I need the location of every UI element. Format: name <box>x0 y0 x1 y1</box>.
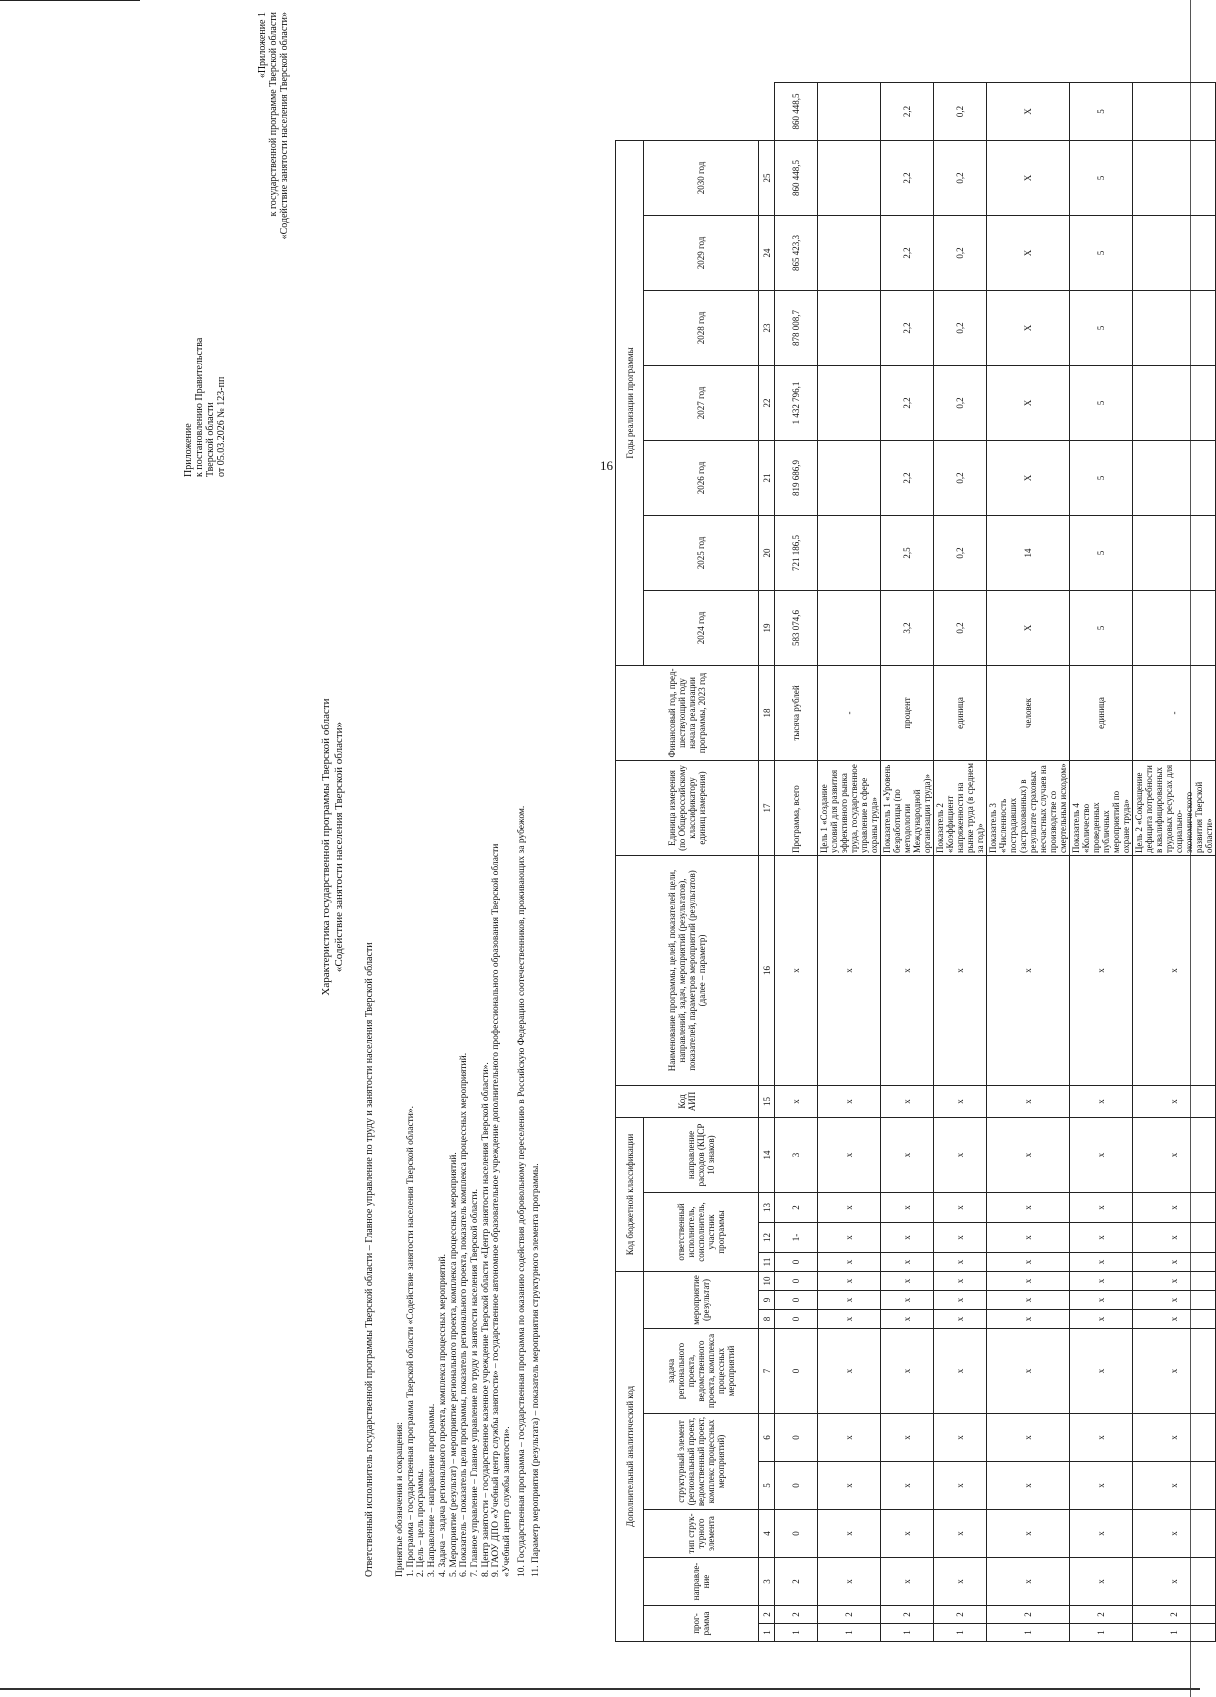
cell-code: х <box>1133 1223 1216 1253</box>
cell-year-value: 5 <box>1070 215 1133 290</box>
cell-fin-year-value: 0,2 <box>934 590 987 665</box>
cell-year-value: 0,2 <box>934 83 987 141</box>
column-number: 10 <box>759 1272 775 1291</box>
cell-year-value: 5 <box>1070 515 1133 590</box>
cell-code: х <box>934 1272 987 1291</box>
cell-code: х <box>1133 1272 1216 1291</box>
cell-program-code: 1 <box>818 1624 881 1642</box>
page-number: 16 <box>600 458 613 473</box>
cell-expense-direction: х <box>818 1085 881 1117</box>
cell-code: х <box>987 1462 1070 1510</box>
cell-code: х <box>818 1291 881 1310</box>
cell-code: х <box>881 1272 934 1291</box>
cell-year-value <box>818 215 881 290</box>
cell-year-value <box>818 83 881 141</box>
cell-code: х <box>987 1272 1070 1291</box>
table-row <box>881 83 934 1642</box>
table-row <box>818 83 881 1642</box>
cell-code: х <box>818 1193 881 1223</box>
header-task: задача регионального проекта, ведомственного проекта, комплекса процессных мероприятий <box>644 1329 759 1414</box>
column-number: 22 <box>759 365 775 440</box>
heading-line-2: «Содействие занятости населения Тверской области» <box>333 721 345 973</box>
table-row <box>987 83 1070 1642</box>
note-line: «Учебный центр службы занятости». <box>502 1426 513 1577</box>
cell-year-value: 5 <box>1070 290 1133 365</box>
cell-unit: единица <box>934 665 987 760</box>
column-number: 14 <box>759 1117 775 1192</box>
cell-program-code: 2 <box>1133 1606 1216 1624</box>
note-line: 1. Программа – государственная программа Тверской области «Содействие занятости населения Тверской области». <box>405 1105 416 1577</box>
cell-year-value: 721 186,5 <box>775 515 818 590</box>
cell-code: х <box>934 1510 987 1558</box>
header-program: прог-рамма <box>644 1606 759 1642</box>
cell-program-code: 2 <box>1070 1606 1133 1624</box>
header-year: 2025 год <box>644 515 759 590</box>
cell-year-value: 1 432 796,1 <box>775 365 818 440</box>
cell-code: х <box>881 1117 934 1192</box>
cell-year-value: Х <box>987 365 1070 440</box>
cell-year-value: Х <box>987 83 1070 141</box>
header-additional-code: Дополнительный аналитический код <box>616 1272 644 1642</box>
header-expense-direction: направление расходов (КЦСР 10 знаков) <box>644 1117 759 1192</box>
cell-program-code: 1 <box>1133 1624 1216 1642</box>
cell-year-value: 2,2 <box>881 365 934 440</box>
header-years-group: Годы реализации программы <box>616 140 644 665</box>
approval-line: к постановлению Правительства <box>194 337 205 477</box>
cell-code: х <box>818 1414 881 1462</box>
cell-code: х <box>1070 1558 1133 1606</box>
cell-program-code: 2 <box>775 1606 818 1624</box>
cell-code: х <box>987 1253 1070 1272</box>
cell-year-value <box>1133 83 1216 141</box>
approval-line: от 05.03.2026 № 123-пп <box>216 376 227 477</box>
cell-name: Показатель 1 «Уровень безработицы (по методологии Международной организации труда)» <box>881 760 934 855</box>
note-line: 11. Параметр мероприятия (результата) – показатель мероприятия структурного элемента программы. <box>531 1163 542 1577</box>
header-struct-type: тип струк-турного элемента <box>644 1510 759 1558</box>
cell-year-value <box>1133 290 1216 365</box>
cell-program-code: 1 <box>934 1624 987 1642</box>
appendix-block <box>257 12 290 312</box>
cell-code: х <box>1133 1193 1216 1223</box>
cell-code: х <box>987 1329 1070 1414</box>
cell-aip-code: х <box>934 855 987 1085</box>
cell-code: х <box>934 1414 987 1462</box>
cell-fin-year-value <box>1133 590 1216 665</box>
column-number: 19 <box>759 590 775 665</box>
column-number: 4 <box>759 1510 775 1558</box>
cell-code: х <box>987 1558 1070 1606</box>
column-number: 16 <box>759 855 775 1085</box>
cell-code: х <box>818 1117 881 1192</box>
cell-aip-code: х <box>1133 855 1216 1085</box>
cell-code: х <box>818 1223 881 1253</box>
header-year: 2029 год <box>644 215 759 290</box>
cell-year-value: 2,2 <box>881 215 934 290</box>
cell-code: 0 <box>775 1253 818 1272</box>
cell-code: 0 <box>775 1291 818 1310</box>
cell-year-value: 0,2 <box>934 515 987 590</box>
table-row <box>775 83 818 1642</box>
header-direction: направле-ние <box>644 1558 759 1606</box>
cell-program-code: 1 <box>881 1624 934 1642</box>
cell-year-value: 0,2 <box>934 440 987 515</box>
cell-code: х <box>1070 1272 1133 1291</box>
appendix-line: «Содействие занятости населения Тверской области» <box>279 12 290 240</box>
cell-code: х <box>881 1329 934 1414</box>
cell-code: х <box>934 1253 987 1272</box>
cell-code: х <box>1133 1117 1216 1192</box>
cell-year-value <box>1133 140 1216 215</box>
document-heading <box>320 597 346 1097</box>
cell-code: 0 <box>775 1272 818 1291</box>
cell-year-value: 5 <box>1070 140 1133 215</box>
table-body <box>775 83 1216 1642</box>
cell-code: х <box>987 1310 1070 1329</box>
cell-code: х <box>881 1462 934 1510</box>
note-line: 7. Главное управление – Главное управление по труду и занятости населения Тверской области. <box>469 1189 480 1577</box>
program-characteristics-table <box>615 82 1216 1642</box>
cell-code: х <box>1070 1223 1133 1253</box>
cell-year-value: 2,2 <box>881 83 934 141</box>
appendix-line: «Приложение 1 <box>257 12 268 79</box>
cell-code: х <box>1070 1117 1133 1192</box>
cell-code: х <box>934 1193 987 1223</box>
approval-line: Приложение <box>183 423 194 477</box>
cell-code: 0 <box>775 1310 818 1329</box>
column-number: 24 <box>759 215 775 290</box>
cell-unit: процент <box>881 665 934 760</box>
cell-code: 1- <box>775 1223 818 1253</box>
cell-code: х <box>987 1223 1070 1253</box>
header-fin-year: Финансовый год, пред-шествующий году начала реализации программы, 2023 год <box>616 665 759 760</box>
cell-expense-direction: х <box>987 1085 1070 1117</box>
cell-year-value: 2,2 <box>881 290 934 365</box>
cell-code: х <box>818 1272 881 1291</box>
header-event: мероприятие (результат) <box>644 1272 759 1329</box>
cell-code: х <box>987 1193 1070 1223</box>
cell-aip-code: х <box>881 855 934 1085</box>
cell-year-value: 5 <box>1070 83 1133 141</box>
cell-code: 0 <box>775 1510 818 1558</box>
header-budget-code: Код бюджетной классификации <box>616 1117 644 1271</box>
cell-name: Показатель 4 «Количество проведенных публичных мероприятий по охране труда» <box>1070 760 1133 855</box>
cell-code: х <box>1070 1253 1133 1272</box>
note-line: 10. Государственная программа – государственная программа по оказанию содействия добровольному переселению в Российскую Федерацию соотечественников, проживающих за рубежом. <box>516 805 527 1577</box>
cell-code: х <box>818 1462 881 1510</box>
cell-code: х <box>1133 1414 1216 1462</box>
column-number: 2 <box>759 1606 775 1624</box>
cell-code: 2 <box>775 1558 818 1606</box>
header-year: 2027 год <box>644 365 759 440</box>
cell-year-value: 0,2 <box>934 215 987 290</box>
cell-unit: тысяча рублей <box>775 665 818 760</box>
cell-code: х <box>987 1414 1070 1462</box>
cell-year-value: 0,2 <box>934 290 987 365</box>
column-number: 13 <box>759 1193 775 1223</box>
cell-code: х <box>881 1193 934 1223</box>
cell-code: 0 <box>775 1329 818 1414</box>
column-number: 20 <box>759 515 775 590</box>
cell-code: х <box>934 1117 987 1192</box>
cell-year-value: 860 448,5 <box>775 83 818 141</box>
cell-year-value: 0,2 <box>934 140 987 215</box>
cell-expense-direction: х <box>881 1085 934 1117</box>
cell-code: х <box>1133 1462 1216 1510</box>
cell-year-value <box>818 365 881 440</box>
cell-year-value: 5 <box>1070 440 1133 515</box>
responsible-executor: Ответственный исполнитель государственной программы Тверской области – Главное управление по труду и занятости населения Тверской области <box>364 942 375 1577</box>
approval-line: Тверской области <box>205 402 216 477</box>
cell-code: х <box>1070 1193 1133 1223</box>
cell-code: х <box>934 1329 987 1414</box>
note-line: 9. ГАОУ ДПО «Учебный центр службы занятости» – государственное автономное образовательное учреждение дополнительного профессионального образования Тверской области <box>491 843 502 1577</box>
cell-fin-year-value: 583 074,6 <box>775 590 818 665</box>
cell-year-value: 14 <box>987 515 1070 590</box>
cell-program-code: 1 <box>1070 1624 1133 1642</box>
column-number: 11 <box>759 1253 775 1272</box>
cell-code: х <box>1133 1310 1216 1329</box>
cell-year-value: Х <box>987 290 1070 365</box>
cell-code: х <box>881 1414 934 1462</box>
cell-year-value <box>1133 515 1216 590</box>
cell-code: х <box>881 1310 934 1329</box>
cell-program-code: 2 <box>934 1606 987 1624</box>
cell-year-value <box>1133 215 1216 290</box>
heading-line-1: Характеристика государственной программы Тверской области <box>320 698 332 996</box>
column-number-row <box>759 83 775 1642</box>
cell-code: х <box>1070 1462 1133 1510</box>
note-line: Принятые обозначения и сокращения: <box>395 1422 405 1577</box>
cell-code: х <box>881 1510 934 1558</box>
cell-name: Цель 2 «Сокращение дефицита потребности в квалифицированных трудовых ресурсах для социально-экономического развития Тверской области» <box>1133 760 1216 855</box>
cell-name: Показатель 3 «Численность пострадавших (застрахованных) в результате страховых несчастных случаев на производстве со смертельным исходом» <box>987 760 1070 855</box>
cell-year-value <box>818 440 881 515</box>
cell-name: Цель 1 «Создание условий для развития эффективного рынка труда, государственное управление в сфере охраны труда» <box>818 760 881 855</box>
cell-code: х <box>818 1253 881 1272</box>
cell-code: х <box>934 1462 987 1510</box>
cell-aip-code: х <box>987 855 1070 1085</box>
note-line: 8. Центр занятости – государственное казенное учреждение Тверской области «Центр занятости населения Тверской области». <box>480 1062 491 1577</box>
cell-year-value: 865 423,3 <box>775 215 818 290</box>
cell-unit: - <box>818 665 881 760</box>
header-struct-element: структурный элемент (региональный проект, ведомственный проект, комплекс процессных мероприятий) <box>644 1414 759 1510</box>
cell-code: х <box>934 1223 987 1253</box>
note-line: 4. Задача – задача регионального проекта, комплекса процессных мероприятий. <box>437 1254 448 1577</box>
cell-code: х <box>1133 1510 1216 1558</box>
cell-aip-code: х <box>818 855 881 1085</box>
table-row <box>1133 83 1216 1642</box>
cell-code: х <box>881 1253 934 1272</box>
column-number: 7 <box>759 1329 775 1414</box>
cell-year-value: 0,2 <box>934 365 987 440</box>
cell-code: х <box>1070 1510 1133 1558</box>
header-year: 2028 год <box>644 290 759 365</box>
column-number: 5 <box>759 1462 775 1510</box>
note-line: 6. Показатель – показатель цели программы, показатель регионального проекта, показатель комплекса процессных мероприятий. <box>459 1052 470 1577</box>
cell-expense-direction: х <box>1070 1085 1133 1117</box>
cell-code: х <box>818 1510 881 1558</box>
header-responsible: ответственный исполнитель, соисполнитель, участник программы <box>644 1193 759 1272</box>
cell-code: х <box>881 1223 934 1253</box>
table-row <box>1070 83 1133 1642</box>
column-number: 25 <box>759 140 775 215</box>
cell-year-value: 2,5 <box>881 515 934 590</box>
header-year: 2024 год <box>644 590 759 665</box>
column-number: 17 <box>759 760 775 855</box>
cell-year-value: 819 686,9 <box>775 440 818 515</box>
cell-code: х <box>1133 1253 1216 1272</box>
cell-year-value: 2,2 <box>881 440 934 515</box>
cell-code: х <box>1070 1414 1133 1462</box>
cell-program-code: 1 <box>775 1624 818 1642</box>
cell-aip-code: х <box>1070 855 1133 1085</box>
cell-name: Показатель 2 «Коэффициент напряженности на рынке труда (в среднем за год)» <box>934 760 987 855</box>
cell-code: х <box>1070 1291 1133 1310</box>
column-number: 8 <box>759 1310 775 1329</box>
cell-year-value: Х <box>987 215 1070 290</box>
cell-code: х <box>987 1510 1070 1558</box>
cell-code: 2 <box>775 1193 818 1223</box>
column-number: 1 <box>759 1624 775 1642</box>
cell-expense-direction: х <box>934 1085 987 1117</box>
cell-year-value <box>818 290 881 365</box>
cell-code: 0 <box>775 1462 818 1510</box>
cell-expense-direction: х <box>775 1085 818 1117</box>
cell-code: х <box>987 1117 1070 1192</box>
cell-fin-year-value: 5 <box>1070 590 1133 665</box>
cell-code: х <box>934 1310 987 1329</box>
appendix-line: к государственной программе Тверской области <box>268 12 279 217</box>
note-line: 3. Направление – направление программы. <box>427 1403 438 1577</box>
cell-fin-year-value: Х <box>987 590 1070 665</box>
cell-code: х <box>818 1310 881 1329</box>
column-number: 12 <box>759 1223 775 1253</box>
cell-year-value <box>1133 365 1216 440</box>
cell-fin-year-value: 3,2 <box>881 590 934 665</box>
cell-year-value: 878 008,7 <box>775 290 818 365</box>
column-number: 21 <box>759 440 775 515</box>
cell-code: 0 <box>775 1414 818 1462</box>
cell-year-value: 2,2 <box>881 140 934 215</box>
cell-code: х <box>1133 1291 1216 1310</box>
header-unit: Единица измерения (по Общероссийскому классификатору единиц измерения) <box>616 760 759 855</box>
column-number: 3 <box>759 1558 775 1606</box>
column-number: 15 <box>759 1085 775 1117</box>
abbreviations-list <box>395 277 542 1577</box>
cell-year-value: 860 448,5 <box>775 140 818 215</box>
table-row <box>934 83 987 1642</box>
header-year: 2026 год <box>644 440 759 515</box>
cell-unit: человек <box>987 665 1070 760</box>
cell-program-code: 2 <box>881 1606 934 1624</box>
cell-fin-year-value <box>818 590 881 665</box>
cell-code: х <box>818 1558 881 1606</box>
header-aip-code: Код АИП <box>616 1085 759 1117</box>
column-number: 6 <box>759 1414 775 1462</box>
header-year: 2030 год <box>644 140 759 215</box>
cell-code: х <box>1070 1310 1133 1329</box>
header-name: Наименование программы, целей, показателей цели, направлений, задач, мероприятий (результатов), показателей, параметров мероприятий (результатов) (далее – параметр) <box>616 855 759 1085</box>
cell-code: х <box>1133 1329 1216 1414</box>
cell-code: х <box>818 1329 881 1414</box>
cell-code: х <box>1133 1558 1216 1606</box>
cell-code: х <box>934 1558 987 1606</box>
cell-code: х <box>881 1291 934 1310</box>
cell-year-value <box>1133 440 1216 515</box>
column-number: 9 <box>759 1291 775 1310</box>
note-line: 5. Мероприятие (результат) – мероприятие регионального проекта, комплекса процессных мероприятий. <box>448 1152 459 1577</box>
cell-year-value <box>818 140 881 215</box>
cell-year-value: Х <box>987 140 1070 215</box>
cell-year-value: Х <box>987 440 1070 515</box>
column-number: 18 <box>759 665 775 760</box>
cell-code: х <box>987 1291 1070 1310</box>
cell-code: х <box>1070 1329 1133 1414</box>
approval-block <box>183 217 227 477</box>
cell-year-value: 5 <box>1070 365 1133 440</box>
cell-year-value <box>818 515 881 590</box>
cell-code: х <box>934 1291 987 1310</box>
cell-code: 3 <box>775 1117 818 1192</box>
cell-program-code: 1 <box>987 1624 1070 1642</box>
cell-expense-direction: х <box>1133 1085 1216 1117</box>
cell-unit: единица <box>1070 665 1133 760</box>
cell-code: х <box>881 1558 934 1606</box>
cell-aip-code: х <box>775 855 818 1085</box>
column-number: 23 <box>759 290 775 365</box>
cell-program-code: 2 <box>987 1606 1070 1624</box>
cell-program-code: 2 <box>818 1606 881 1624</box>
cell-name: Программа, всего <box>775 760 818 855</box>
cell-unit: - <box>1133 665 1216 760</box>
note-line: 2. Цель – цель программы. <box>416 1468 427 1577</box>
